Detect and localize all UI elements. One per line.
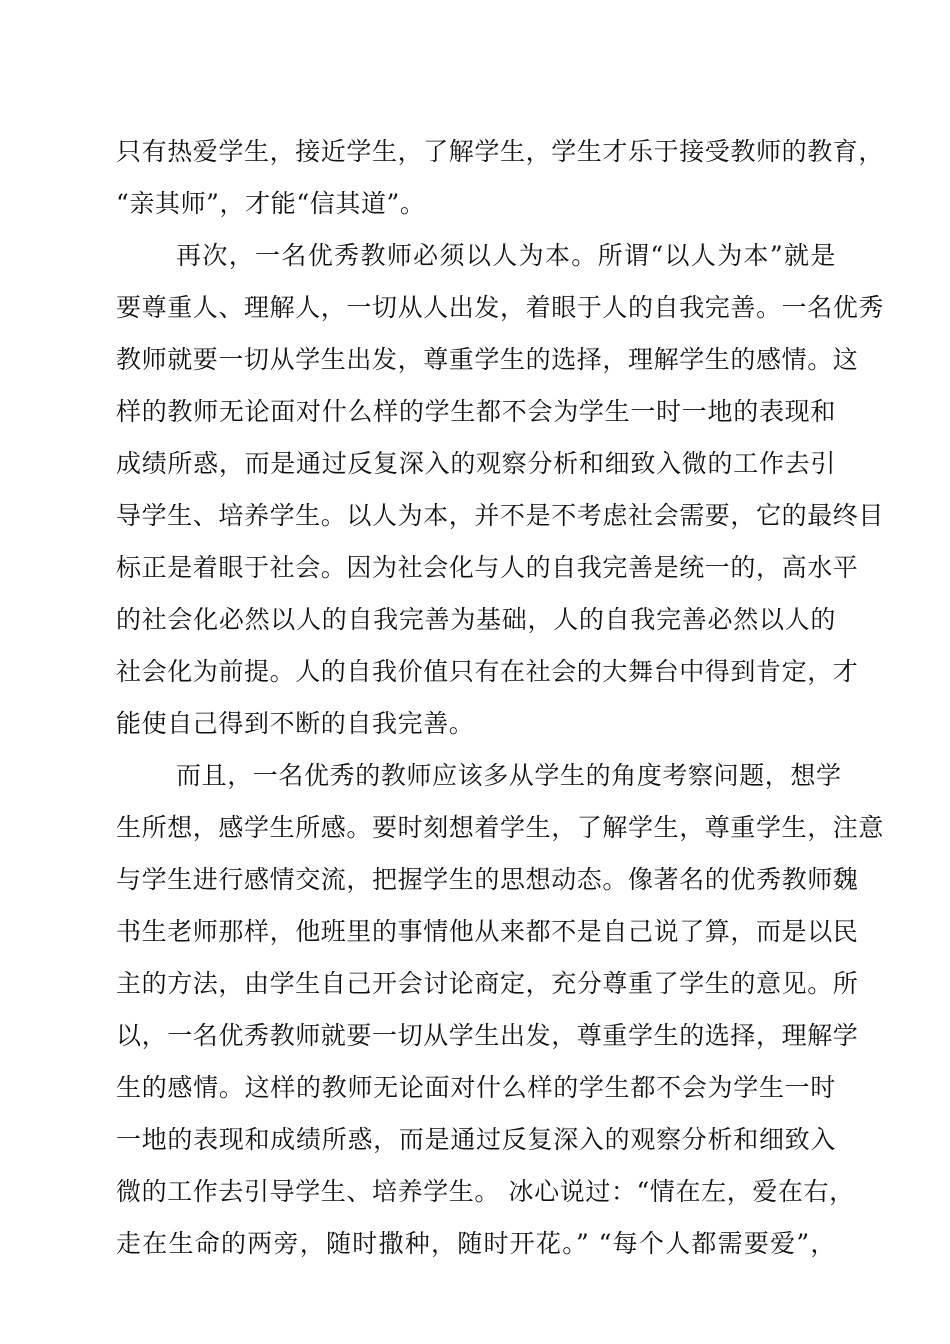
paragraph-3-line-1: 而且，一名优秀的教师应该多从学生的角度考察问题，想学 xyxy=(176,761,842,790)
paragraph-2-line-3: 教师就要一切从学生出发，尊重学生的选择，理解学生的感情。这 xyxy=(116,345,859,374)
paragraph-3-line-8: 一地的表现和成绩所惑，而是通过反复深入的观察分析和细致入 xyxy=(116,1125,836,1154)
paragraph-2-line-2: 要尊重人、理解人，一切从人出发，着眼于人的自我完善。一名优秀 xyxy=(116,293,885,322)
paragraph-1-line-2: “亲其师”，才能“信其道”。 xyxy=(116,189,426,218)
paragraph-3-line-6: 以，一名优秀教师就要一切从学生出发，尊重学生的选择，理解学 xyxy=(116,1021,859,1050)
paragraph-3-line-7: 生的感情。这样的教师无论面对什么样的学生都不会为学生一时 xyxy=(116,1073,836,1102)
paragraph-1-line-1: 只有热爱学生，接近学生，了解学生，学生才乐于接受教师的教育， xyxy=(116,137,885,166)
paragraph-2-line-4: 样的教师无论面对什么样的学生都不会为学生一时一地的表现和 xyxy=(116,397,836,426)
paragraph-2-line-7: 标正是着眼于社会。因为社会化与人的自我完善是统一的，高水平 xyxy=(116,553,859,582)
body-text xyxy=(116,126,885,1270)
paragraph-3-line-5: 主的方法，由学生自己开会讨论商定，充分尊重了学生的意见。所 xyxy=(116,969,859,998)
paragraph-3-line-9: 微的工作去引导学生、培养学生。 冰心说过：“情在左，爱在右， xyxy=(116,1177,855,1206)
paragraph-2-line-6: 导学生、培养学生。以人为本，并不是不考虑社会需要，它的最终目 xyxy=(116,501,885,530)
paragraph-2-line-9: 社会化为前提。人的自我价值只有在社会的大舞台中得到肯定，才 xyxy=(116,657,859,686)
paragraph-3-line-2: 生所想，感学生所感。要时刻想着学生，了解学生，尊重学生，注意 xyxy=(116,813,885,842)
paragraph-3-line-3: 与学生进行感情交流，把握学生的思想动态。像著名的优秀教师魏 xyxy=(116,865,859,894)
paragraph-3-line-4: 书生老师那样，他班里的事情他从来都不是自己说了算，而是以民 xyxy=(116,917,859,946)
paragraph-2-line-1: 再次，一名优秀教师必须以人为本。所谓“以人为本”就是 xyxy=(176,241,836,270)
paragraph-3-line-10: 走在生命的两旁，随时撒种，随时开花。” “每个人都需要爱”， xyxy=(116,1229,836,1258)
paragraph-2-line-5: 成绩所惑，而是通过反复深入的观察分析和细致入微的工作去引 xyxy=(116,449,836,478)
paragraph-2-line-8: 的社会化必然以人的自我完善为基础，人的自我完善必然以人的 xyxy=(116,605,836,634)
paragraph-2-line-10: 能使自己得到不断的自我完善。 xyxy=(116,709,475,738)
